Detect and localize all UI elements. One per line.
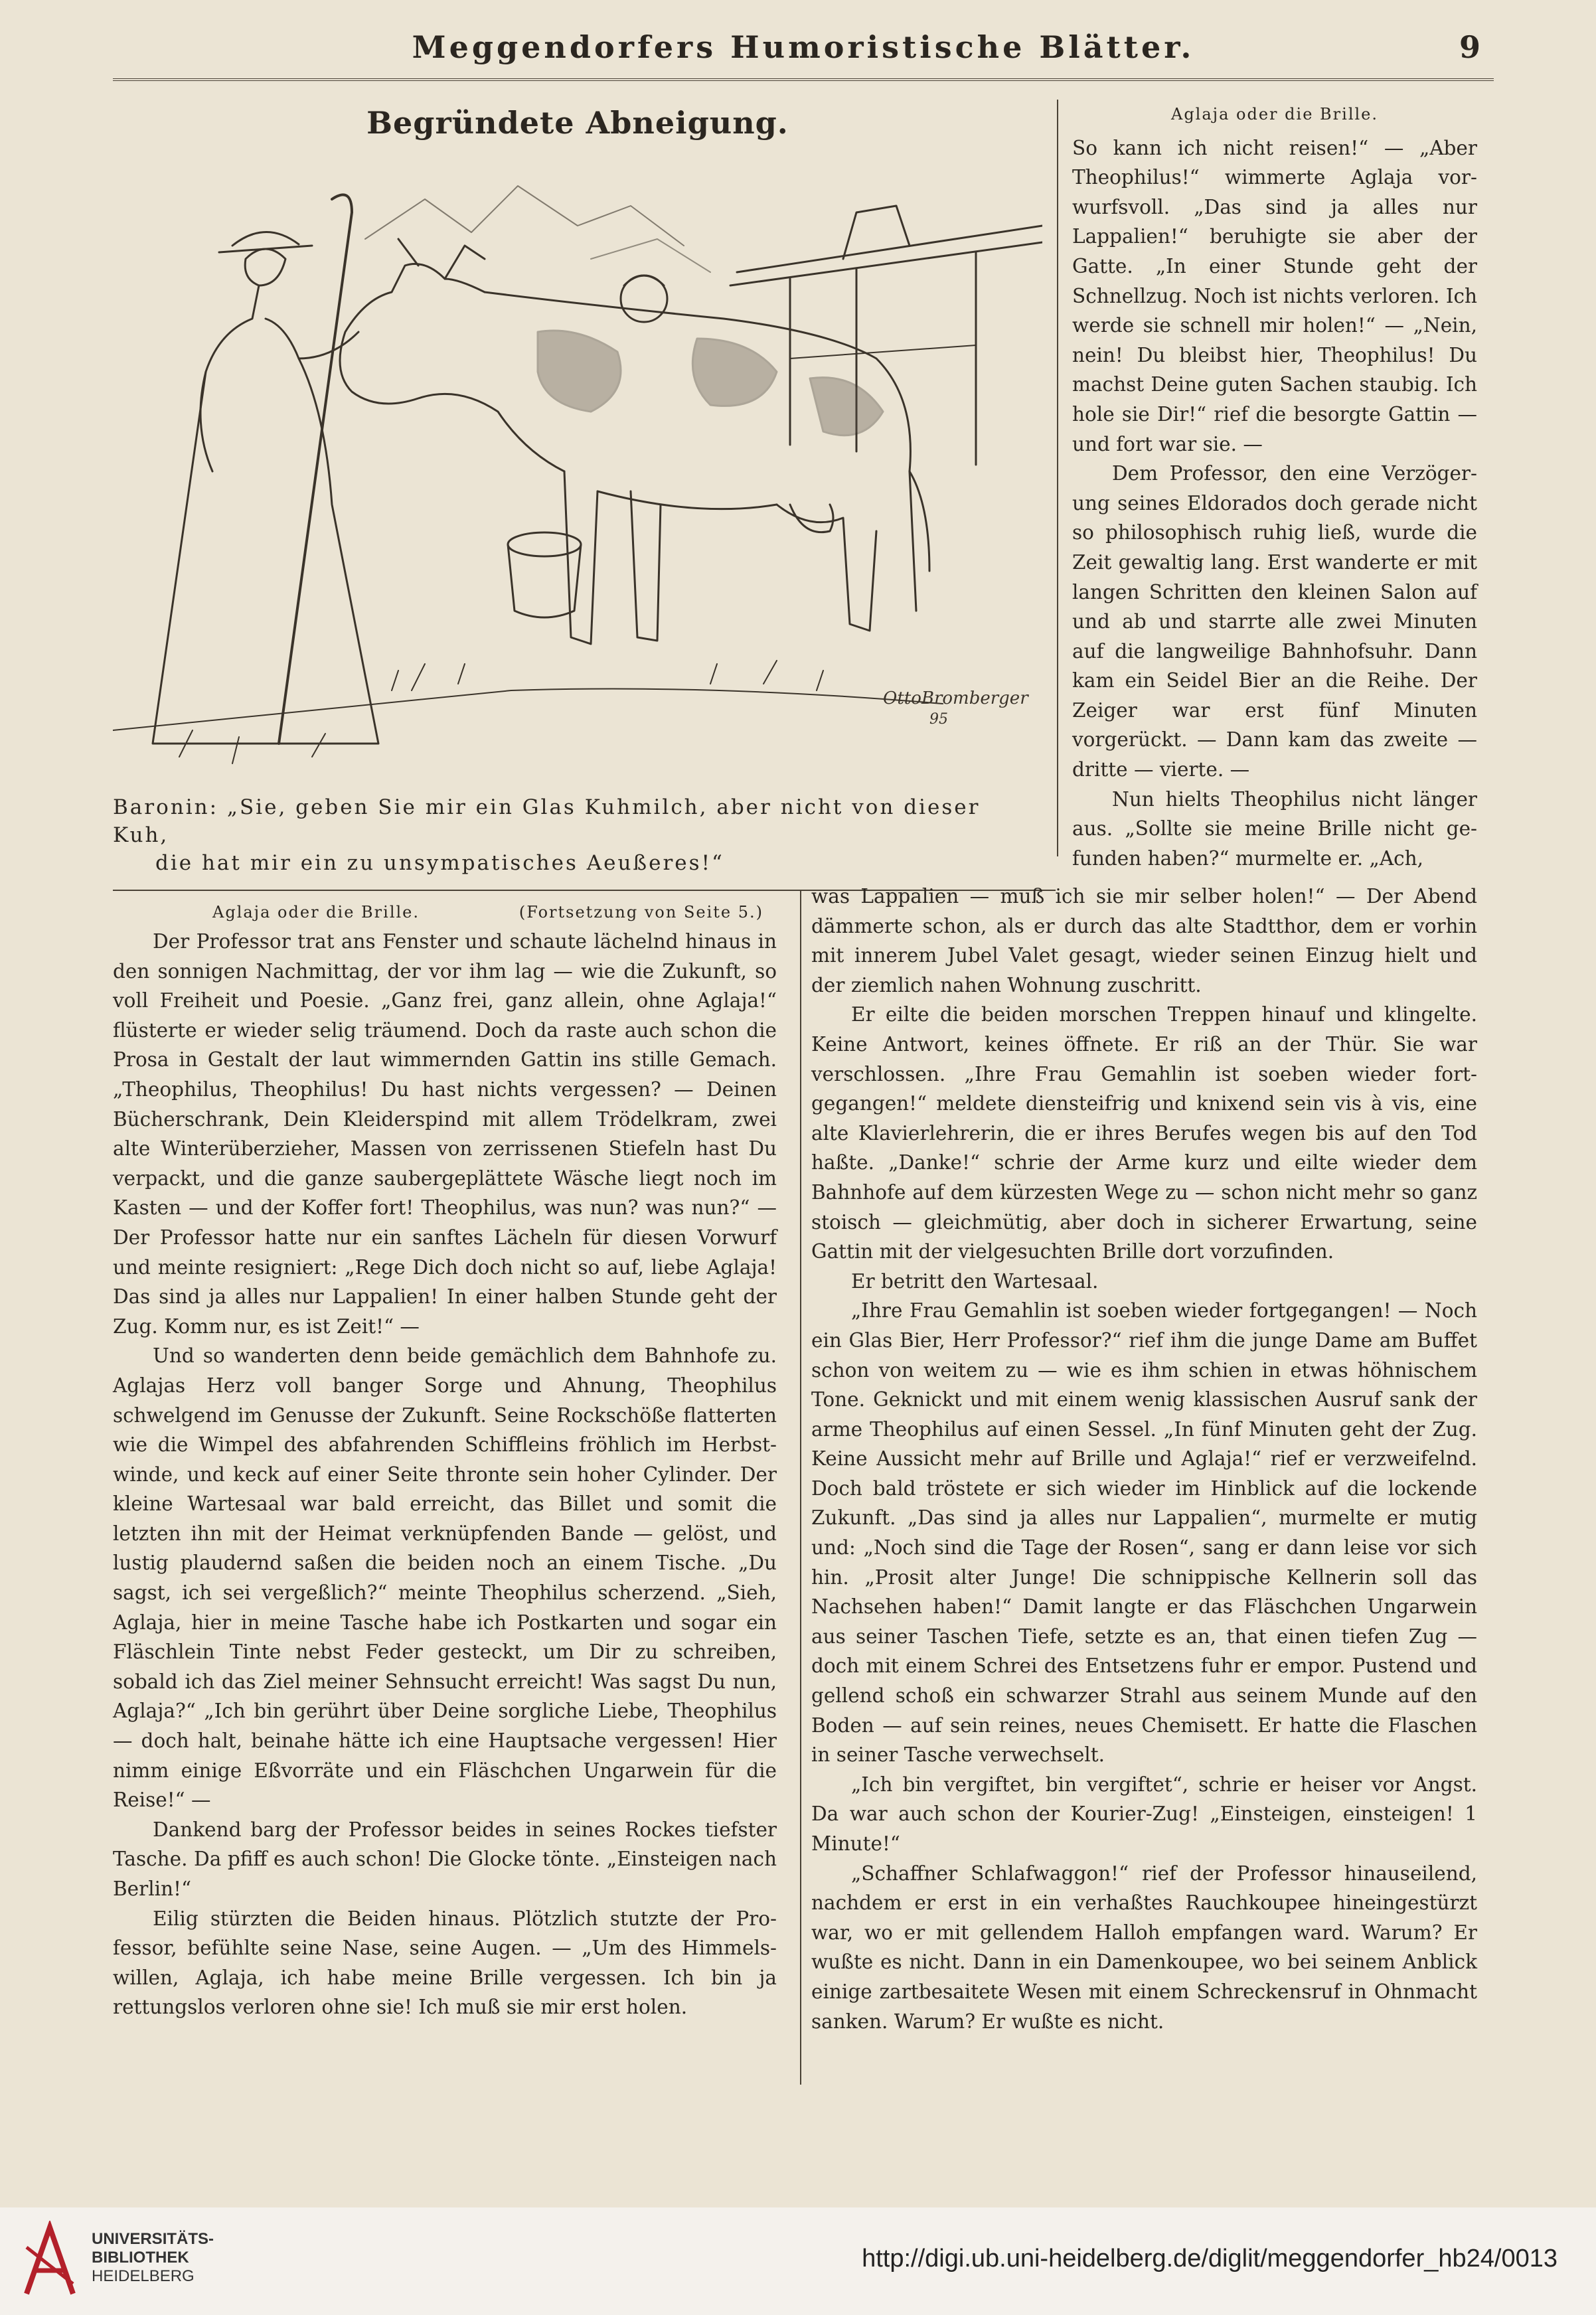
signature-year: 95: [929, 711, 948, 728]
story-title: Aglaja oder die Brille.: [212, 903, 420, 921]
page-header: [113, 25, 1494, 81]
column-divider-bottom: [800, 890, 801, 2085]
library-name-line: UNIVERSITÄTS-: [92, 2230, 214, 2248]
paragraph: Der Professor trat ans Fenster und schaute lächelnd hinaus in den sonnigen Nachmittag, der vor ihm lag — wie die Zukunft, so voll Freiheit und Poesie. „Ganz frei, ganz allein, ohne Aglaja!“ flüsterte er wieder selig träumend. Doch da raste auch schon die Prosa in Gestalt der laut wimmernden Gattin ins stille Gemach. „Theophilus, Theophilus! Du hast nichts vergessen? — Deinen Bücherschrank, Dein Kleiderspind mit allem Trödelkram, zwei alte Winterüberzieher, Massen von zerrissenen Stiefeln hast Du verpackt, und die ganze saubergeplättete Wäsche liegt noch im Kasten — und der Koffer fort! Theophilus, was nun? was nun?“ — Der Professor hatte nur ein sanftes Lächeln für diesen Vorwurf und meinte resigniert: „Rege Dich doch nicht so auf, liebe Aglaja! Das sind ja alles nur Lappalien! In einer halben Stunde geht der Zug. Komm nur, es ist Zeit!“ —: [113, 930, 777, 1338]
paragraph: Dem Professor, den eine Verzögerung seines Eldorados doch gerade nicht so philosophisch ruhig ließ, wurde die Zeit gewaltig lang. Erst wanderte er mit langen Schritten den kleinen Salon auf und ab und starrte alle zwei Minuten auf die langweilige Bahnhofsuhr. Dann kam ein Seidel Bier an die Reihe. Der Zeiger war erst fünf Minuten vorgerückt. — Dann kam das zweite — dritte — vierte. —: [1072, 462, 1477, 781]
caption-line-2: die hat mir ein zu unsympatisches Aeußeres!“: [155, 851, 724, 875]
continuation-heading: [113, 898, 777, 927]
page-number: 9: [1459, 29, 1480, 65]
paragraph: Und so wanderten denn beide gemächlich dem Bahnhofe zu. Aglajas Herz voll banger Sorge und Ahnung, Theophilus schwelgend im Genusse der Zukunft. Seine Rockschöße flatterten wie die Wimpel des abfahrenden Schiffleins fröhlich im Herbstwinde, und keck auf einer Seite thronte sein hoher Cylinder. Der kleine Wartesaal war bald erreicht, das Billet und somit die letzten ihn mit der Heimat verknüpfenden Bande — gelöst, und lustig plaudernd saßen die beiden noch an einem Tische. „Du sagst, ich sei vergeßlich?“ meinte Theophilus scherzend. „Sieh, Aglaja, hier in meine Tasche habe ich Postkarten und sogar ein Fläschlein Tinte nebst Feder gesteckt, um Dir zu schreiben, sobald ich das Ziel meiner Sehnsucht erreicht! Was sagst Du nun, Aglaja?“ „Ich bin gerührt über Deine sorgliche Liebe, Theophilus — doch halt, beinahe hätte ich eine Hauptsache vergessen! Hier nimm einige Eßvorräte und ein Fläschchen Ungarwein für die Reise!“ —: [113, 1344, 777, 1812]
paragraph: „Ich bin vergiftet, bin vergiftet“, schrie er heiser vor Angst. Da war auch schon der Kourier-Zug! „Einsteigen, einsteigen! 1 Minute!“: [811, 1773, 1477, 1855]
library-logo-icon: [20, 2221, 80, 2300]
paragraph: Dankend barg der Professor beides in seines Rockes tiefster Tasche. Da pfiff es auch schon! Die Glocke tönte. „Einsteigen nach Berlin!“: [113, 1818, 777, 1900]
digitization-footer: [0, 2207, 1596, 2315]
paragraph: Eilig stürzten die Beiden hinaus. Plötzlich stutzte der Professor, befühlte seine Nase, seine Augen. — „Um des Himmelswillen, Aglaja, ich habe meine Brille vergessen. Ich bin ja rettungslos verloren ohne sie! Ich muß sie mir erst holen.: [113, 1907, 777, 2019]
story-title: Aglaja oder die Brille.: [1170, 105, 1378, 123]
illustration-caption: [113, 793, 1042, 877]
paragraph: Nun hielts Theophilus nicht länger aus. „Sollte sie meine Brille nicht gefunden haben?“ murmelte er. „Ach,: [1072, 787, 1477, 870]
column-divider-top: [1057, 100, 1058, 856]
library-name: [92, 2230, 214, 2286]
paragraph: So kann ich nicht reisen!“ — „Aber Theophilus!“ wimmerte Aglaja vorwurfsvoll. „Das sind ja alles nur Lappalien!“ beruhigte sie aber der Gatte. „In einer Stunde geht der Schnellzug. Noch ist nichts verloren. Ich werde sie schnell mir holen!“ — „Nein, nein! Du bleibst hier, Theophilus! Du machst Deine guten Sachen staubig. Ich hole sie Dir!“ rief die besorgte Gattin — und fort war sie. —: [1072, 136, 1477, 455]
left-column: [113, 898, 777, 2022]
right-bottom-column: [811, 882, 1477, 2036]
paragraph: „Schaffner Schlafwaggon!“ rief der Professor hinauseilend, nachdem er erst in ein verhaßtes Rauchkoupee hineingestürzt war, wo er mit gellendem Halloh empfangen ward. Warum? Er wußte es nicht. Dann in ein Damenkoupee, wo bei seinem Anblick einige zartbesaitete Wesen mit einem Schreckensruf in Ohnmacht sanken. Warum? Er wußte es nicht.: [811, 1862, 1477, 2033]
paragraph: Er eilte die beiden morschen Treppen hinauf und klingelte. Keine Antwort, keines öffnete. Er riß an der Thür. Sie war verschlossen. „Ihre Frau Gemahlin ist soeben wieder fortgegangen!“ meldete diensteifrig und knixend sein vis à vis, eine alte Klavierlehrerin, die er ihres Berufes wegen bis auf den Tod haßte. „Danke!“ schrie der Arme kurz und eilte wieder dem Bahnhofe auf dem kürzesten Wege zu — schon nicht mehr so ganz stoisch — gleichmütig, aber doch in sicherer Erwartung, seine Gattin mit der vielgesuchten Brille dort vorzufinden.: [811, 1003, 1477, 1263]
masthead-title: Meggendorfers Humoristische Blätter.: [412, 29, 1195, 65]
paragraph: „Ihre Frau Gemahlin ist soeben wieder fortgegangen! — Noch ein Glas Bier, Herr Professor?“ rief ihm die junge Dame am Buffet schon von weitem zu — wie es ihm schien in etwas höhnischem Tone. Geknickt und mit einem wenig klassischen Ausruf sank der arme Theophilus auf einen Sessel. „In fünf Minuten geht der Zug. Keine Aussicht mehr auf Brille und Aglaja!“ rief er verzweifelnd. Doch bald tröstete er sich wieder im Hinblick auf die lockende Zukunft. „Das sind ja alles nur Lappalien“, murmelte er mutig und: „Noch sind die Tage der Rosen“, sang er dann leise vor sich hin. „Prosit alter Junge! Die schnippische Kellnerin soll das Nachsehen haben!“ Damit langte er das Fläschchen Ungarwein aus seiner Taschen Tiefe, setzte es an, that einen tiefen Zug — doch mit einem Schrei des Entsetzens fuhr er empor. Pustend und gellend schoß ein schwarzer Strahl aus seinem Munde auf den Boden — auf sein reines, neues Chemisett. Er hatte die Flaschen in seiner Tasche verwechselt.: [811, 1299, 1477, 1767]
paragraph: Er betritt den Wartesaal.: [851, 1269, 1099, 1293]
paragraph: was Lappalien — muß ich sie mir selber holen!“ — Der Abend dämmerte schon, als er durch das alte Stadtthor, dem er vorhin mit innerem Jubel Valet gesagt, wieder seinen Einzug hielt und der ziemlich nahen Wohnung zuschritt.: [811, 885, 1477, 997]
caption-line-1: Baronin: „Sie, geben Sie mir ein Glas Kuhmilch, aber nicht von dieser Kuh,: [113, 795, 981, 847]
library-name-line: BIBLIOTHEK: [92, 2249, 189, 2267]
library-name-line: HEIDELBERG: [92, 2267, 195, 2285]
source-url-link[interactable]: http://digi.ub.uni-heidelberg.de/diglit/meggendorfer_hb24/0013: [862, 2245, 1557, 2273]
right-top-column: [1072, 100, 1477, 873]
cow-illustration: [113, 159, 1042, 783]
artist-signature: OttoBromberger: [883, 688, 1028, 708]
illustration-title: Begründete Abneigung.: [366, 105, 789, 141]
continuation-note: (Fortsetzung von Seite 5.): [519, 903, 763, 921]
